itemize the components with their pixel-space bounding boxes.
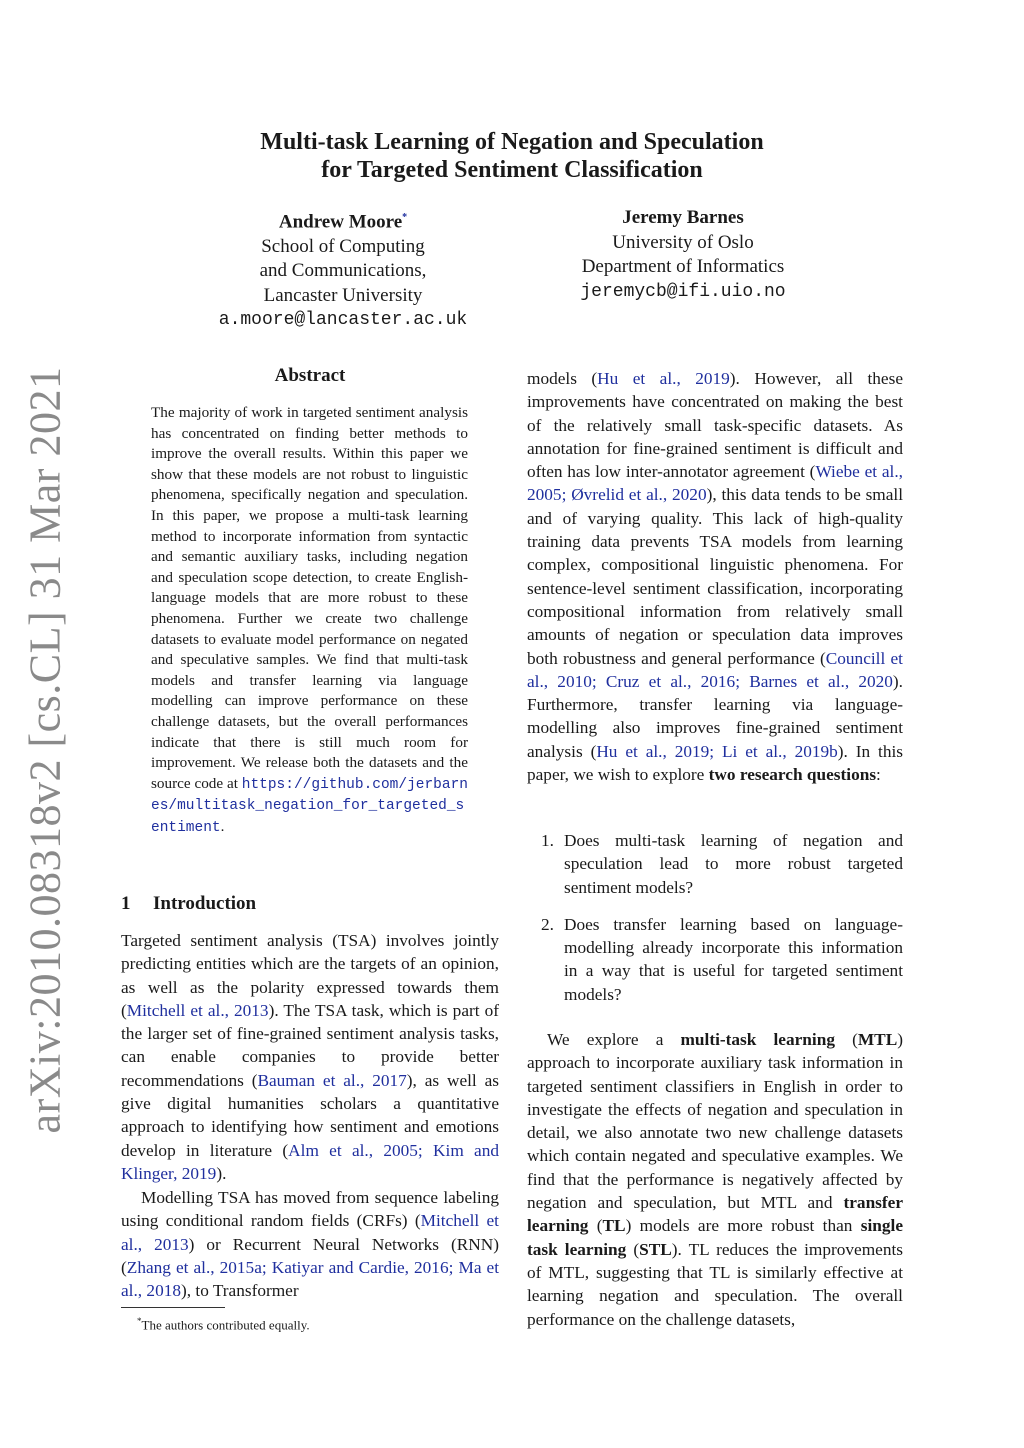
footnote: *The authors contributed equally. xyxy=(137,1316,310,1333)
citation-link[interactable]: Councill et al., 2010 xyxy=(527,648,903,691)
footnote-divider xyxy=(121,1307,225,1308)
citation-link[interactable]: Cruz et al., 2016 xyxy=(605,671,736,691)
citation-link[interactable]: Li et al., 2019b xyxy=(721,741,838,761)
citation-link[interactable]: Øvrelid et al., 2020 xyxy=(571,485,707,505)
citation-link[interactable]: Wiebe et al., 2005 xyxy=(527,462,903,505)
author-block-2 xyxy=(560,206,806,304)
paper-title xyxy=(0,128,1024,184)
citation-link[interactable]: Mitchell et al., 2013 xyxy=(126,1000,269,1020)
citation-link[interactable]: Ma et al., 2018 xyxy=(121,1257,500,1301)
intro-paragraph-1: Targeted sentiment analysis (TSA) involves jointly predicting entities which are the targets of an opinion, as well as the polarity expressed towards them (Mitchell et al., 2013). The TSA task, which is part of the larger set of fine-grained sentiment analysis tasks, can enable companies to provide better recommendations (Bauman et al., 2017), as well as give digital humanities scholars a quantitative approach to identifying how sentiment and emotions develop in literature (Alm et al., 2005; Kim and Klinger, 2019). xyxy=(121,931,500,1183)
author-block-1 xyxy=(201,206,485,333)
author-name: Jeremy Barnes xyxy=(622,207,744,228)
author-email: a.moore@lancaster.ac.uk xyxy=(218,310,468,331)
author-affiliation: School of Computing xyxy=(261,235,425,257)
citation-link[interactable]: Katiyar and Cardie, 2016 xyxy=(271,1257,449,1277)
code-url-link[interactable]: https://github.com/jerbarnes/multitask_negation_for_targeted_sentiment xyxy=(151,776,468,836)
author-affiliation: Department of Informatics xyxy=(581,256,785,277)
intro-paragraph-3: models (Hu et al., 2019). However, all these improvements have concentrated on making the best of the relatively small task-specific datasets. As annotation for fine-grained sentiment is difficult and often has low inter-annotator agreement (Wiebe et al., 2005; Øvrelid et al., 2020), this data tends to be small and of varying quality. This lack of high-quality training data prevents TSA models from learning complex, compositional linguistic phenomena. For sentence-level sentiment classification, incorporating compositional information from relatively small amounts of negation or speculation data improves both robustness and general performance (Councill et al., 2010; Cruz et al., 2016; Barnes et al., 2020). Furthermore, transfer learning via language-modelling also improves fine-grained sentiment analysis (Hu et al., 2019; Li et al., 2019b). In this paper, we wish to explore two research questions: xyxy=(527,369,904,785)
author-name: Andrew Moore* xyxy=(278,211,408,233)
citation-link[interactable]: Mitchell et al., 2013 xyxy=(121,1211,499,1254)
research-questions-list xyxy=(527,829,903,1020)
citation-link[interactable]: Kim and Klinger, 2019 xyxy=(121,1140,500,1183)
author-affiliation: University of Oslo xyxy=(612,231,754,253)
list-item: 1. Does multi-task learning of negation and speculation lead to more robust targeted sentiment models? xyxy=(541,831,903,897)
section-heading-introduction: 1 Introduction xyxy=(121,893,257,914)
author-email: jeremycb@ifi.uio.no xyxy=(580,281,786,302)
abstract-heading: Abstract xyxy=(274,365,346,386)
arxiv-identifier: arXiv:2010.08318v2 [cs.CL] 31 Mar 2021 xyxy=(20,366,70,1134)
citation-link[interactable]: Hu et al., 2019 xyxy=(596,741,710,761)
author-affiliation: Lancaster University xyxy=(263,284,423,306)
list-item: 2. Does transfer learning based on language-modelling already incorporate this information in a way that is useful for targeted sentiment models? xyxy=(541,914,903,1004)
citation-link[interactable]: Zhang et al., 2015a xyxy=(126,1257,262,1277)
intro-paragraph-4: We explore a multi-task learning (MTL) approach to incorporate auxiliary task information in targeted sentiment classifiers in English in order to investigate the effects of negation and speculation in detail, we also annotate two new challenge datasets which contain negated and speculative examples. We find that the performance is negatively affected by negation and speculation, but MTL and transfer learning (TL) models are more robust than single task learning (STL). TL reduces the improvements of MTL, suggesting that TL is similarly effective at learning negation and speculation. The overall performance on the challenge datasets, xyxy=(527,1030,904,1329)
citation-link[interactable]: Barnes et al., 2020 xyxy=(749,671,893,691)
citation-link[interactable]: Hu et al., 2019 xyxy=(597,369,730,388)
title-line-2: for Targeted Sentiment Classification xyxy=(321,157,703,183)
citation-link[interactable]: Alm et al., 2005 xyxy=(288,1140,418,1160)
abstract-text: The majority of work in targeted sentiment analysis has concentrated on finding better methods to improve the overall results. Within this paper we show that these models are not robust to linguistic phenomena, specifically negation and speculation. In this paper, we propose a multi-task learning method to incorporate information from syntactic and semantic auxiliary tasks, including negation and speculation scope detection, to create English-language models that are more robust to these phenomena. Further we create two challenge datasets to evaluate model performance on negated and speculative samples. We find that multi-task models and transfer learning via language modelling can improve performance on these challenge datasets, but the overall performances indicate that there is still much room for improvement. We release both the datasets and the source code at https://github.com/jerbarnes/multitask_negation_for_targeted_sentiment. xyxy=(151,404,468,836)
citation-link[interactable]: Bauman et al., 2017 xyxy=(257,1070,407,1090)
author-affiliation: and Communications, xyxy=(259,260,427,282)
author-footnote-mark[interactable]: * xyxy=(402,212,408,223)
title-line-1: Multi-task Learning of Negation and Speculation xyxy=(260,129,764,155)
intro-paragraph-2: Modelling TSA has moved from sequence labeling using conditional random fields (CRFs) (Mitchell et al., 2013) or Recurrent Neural Networks (RNN) (Zhang et al., 2015a; Katiyar and Cardie, 2016; Ma et al., 2018), to Transformer xyxy=(121,1188,500,1301)
